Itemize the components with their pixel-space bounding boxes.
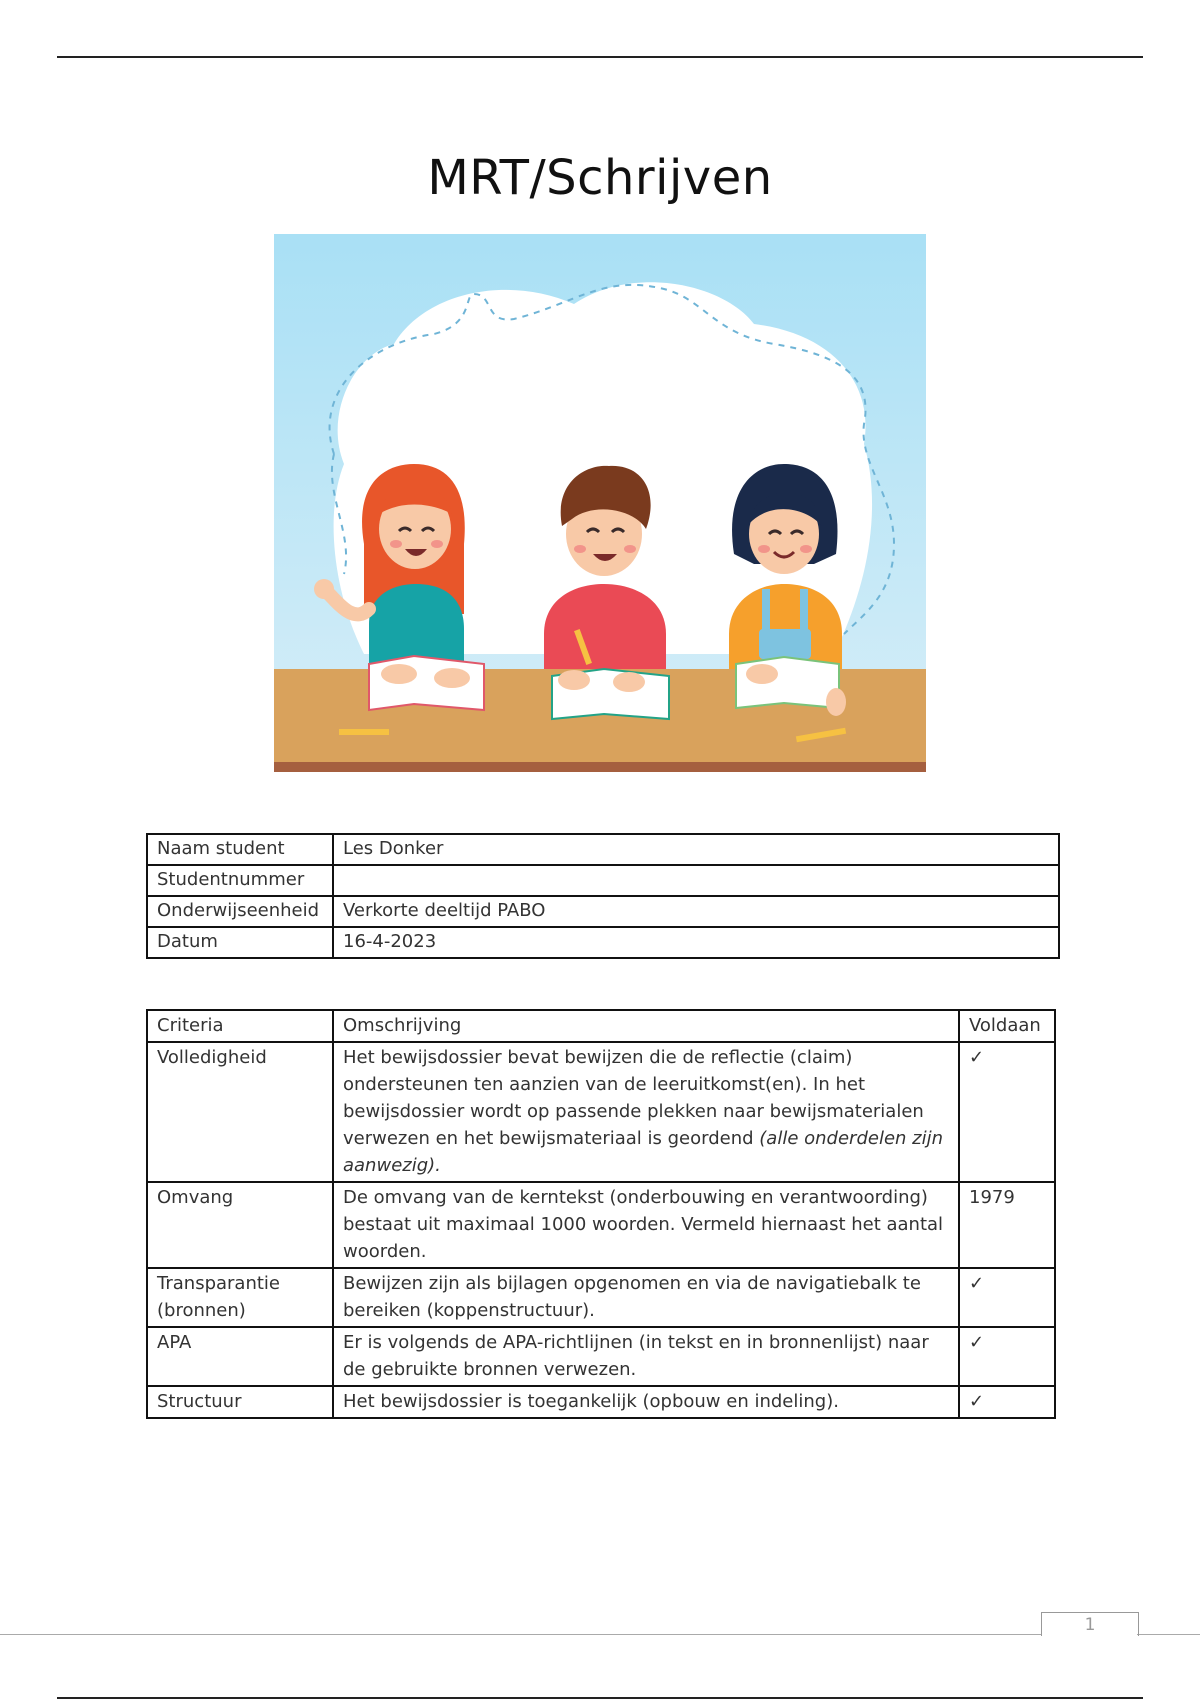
description-text: Bewijzen zijn als bijlagen opgenomen en via de navigatiebalk te bereiken (koppenstructuur).	[343, 1273, 921, 1321]
info-label: Naam student	[147, 834, 333, 865]
criterion-name: Structuur	[147, 1386, 333, 1418]
criterion-name: Volledigheid	[147, 1042, 333, 1182]
description-text: Er is volgends de APA-richtlijnen (in tekst en in bronnenlijst) naar de gebruikte bronnen verwezen.	[343, 1332, 929, 1380]
description-text: Het bewijsdossier bevat bewijzen die de reflectie (claim) ondersteunen ten aanzien van de leeruitkomst(en). In het bewijsdossier wordt op passende plekken naar bewijsmaterialen verwezen en het bewijsmateriaal is geordend	[343, 1047, 924, 1149]
student-info-table	[146, 833, 1060, 959]
info-value	[333, 865, 1059, 896]
criterion-met: ✓	[959, 1042, 1055, 1182]
criterion-name: Omvang	[147, 1182, 333, 1268]
page-number: 1	[1041, 1612, 1139, 1636]
page-title: MRT/Schrijven	[427, 150, 773, 206]
criterion-description	[333, 1042, 959, 1182]
info-row	[147, 896, 1059, 927]
info-row	[147, 834, 1059, 865]
criteria-row	[147, 1386, 1055, 1418]
info-value: Les Donker	[333, 834, 1059, 865]
table-edge	[274, 762, 926, 772]
header-description: Omschrijving	[333, 1010, 959, 1042]
header-rule	[57, 56, 1143, 58]
header-criteria: Criteria	[147, 1010, 333, 1042]
criterion-description	[333, 1386, 959, 1418]
description-text: Het bewijsdossier is toegankelijk (opbouw en indeling).	[343, 1391, 839, 1412]
footer-rule	[0, 1634, 1042, 1635]
criterion-description	[333, 1268, 959, 1327]
info-label: Datum	[147, 927, 333, 958]
children-writing-illustration	[274, 234, 926, 772]
criterion-met: ✓	[959, 1327, 1055, 1386]
info-label: Onderwijseenheid	[147, 896, 333, 927]
info-value: 16-4-2023	[333, 927, 1059, 958]
footer-rule	[1137, 1634, 1200, 1635]
criteria-row	[147, 1327, 1055, 1386]
criteria-table	[146, 1009, 1056, 1419]
info-row	[147, 865, 1059, 896]
header-met: Voldaan	[959, 1010, 1055, 1042]
criterion-description	[333, 1182, 959, 1268]
criterion-name: Transparantie (bronnen)	[147, 1268, 333, 1327]
book-right	[736, 657, 839, 708]
criterion-description	[333, 1327, 959, 1386]
criterion-met: ✓	[959, 1386, 1055, 1418]
description-italic: (alle onderdelen zijn aanwezig).	[343, 1128, 944, 1176]
pencil-left	[339, 729, 389, 735]
criterion-name: APA	[147, 1327, 333, 1386]
info-value: Verkorte deeltijd PABO	[333, 896, 1059, 927]
info-label: Studentnummer	[147, 865, 333, 896]
criteria-row	[147, 1268, 1055, 1327]
criterion-met: ✓	[959, 1268, 1055, 1327]
page-bottom-rule	[57, 1697, 1143, 1699]
criteria-header-row	[147, 1010, 1055, 1042]
criterion-met: 1979	[959, 1182, 1055, 1268]
criteria-row	[147, 1042, 1055, 1182]
info-row	[147, 927, 1059, 958]
criteria-row	[147, 1182, 1055, 1268]
description-text: De omvang van de kerntekst (onderbouwing en verantwoording) bestaat uit maximaal 1000 woorden. Vermeld hiernaast het aantal woorden.	[343, 1187, 944, 1262]
